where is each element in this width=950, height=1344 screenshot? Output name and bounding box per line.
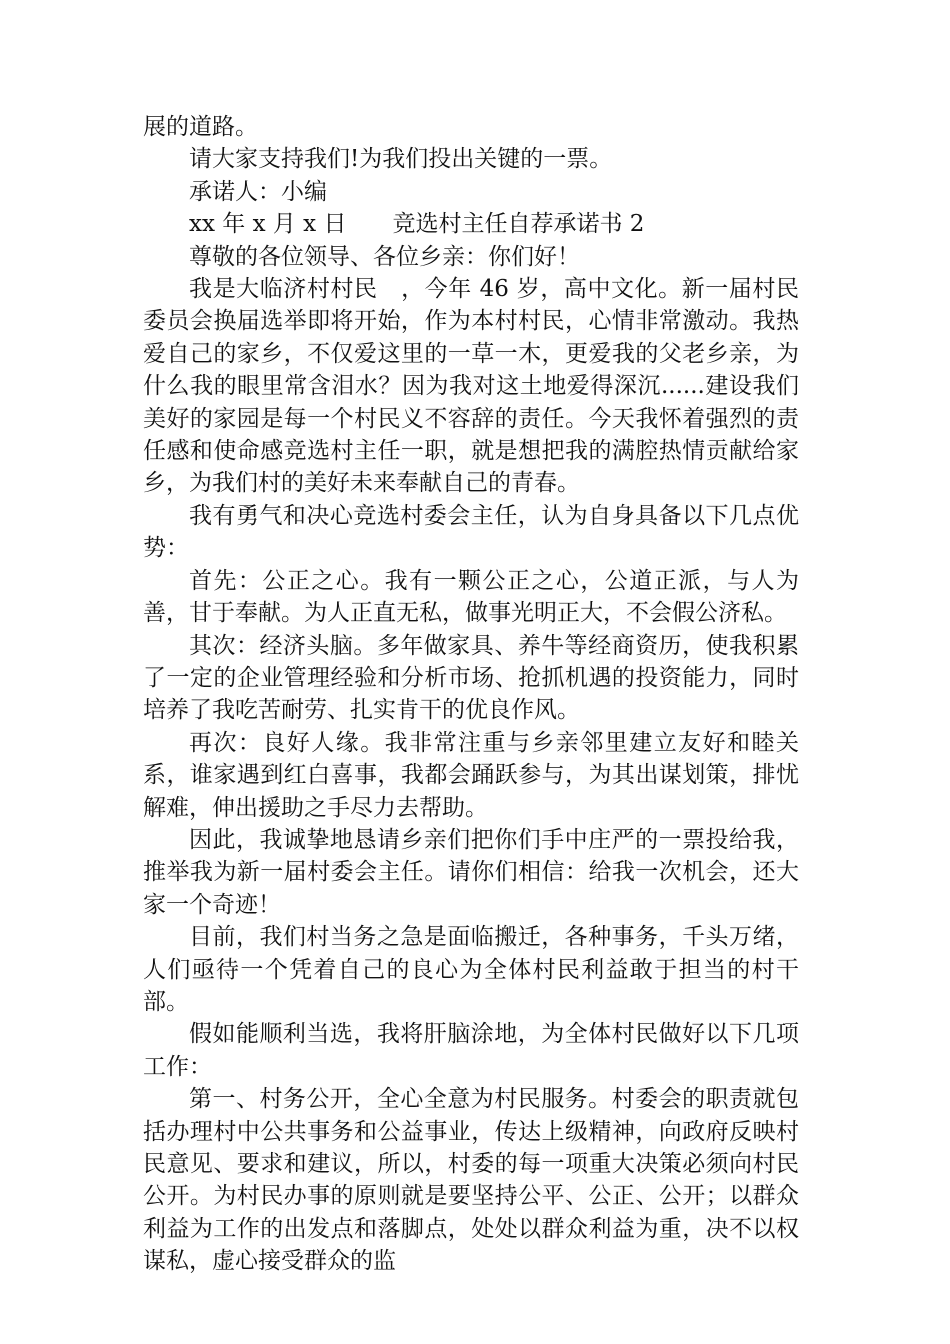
paragraph-advantage-third: 再次：良好人缘。我非常注重与乡亲邻里建立友好和睦关系，谁家遇到红白喜事，我都会踊跃参与，为其出谋划策，排忧解难，伸出援助之手尽力去帮助。	[143, 729, 799, 821]
paragraph-date-and-title: xx 年 x 月 x 日 竞选村主任自荐承诺书 2	[189, 211, 645, 238]
paragraph-continuation: 展的道路。	[143, 114, 258, 140]
paragraph-appeal: 请大家支持我们!为我们投出关键的一票。	[189, 146, 613, 173]
document-body	[143, 111, 799, 1278]
paragraph-advantage-first: 首先：公正之心。我有一颗公正之心，公道正派，与人为善，甘于奉献。为人正直无私，做事光明正大，不会假公济私。	[143, 567, 799, 627]
paragraph-vote-request: 因此，我诚挚地恳请乡亲们把你们手中庄严的一票投给我，推举我为新一届村委会主任。请你们相信：给我一次机会，还大家一个奇迹！	[143, 826, 799, 918]
paragraph-signatory: 承诺人：小编	[189, 178, 327, 205]
paragraph-current-situation: 目前，我们村当务之急是面临搬迁，各种事务，千头万绪，人们亟待一个凭着自己的良心为全体村民利益敢于担当的村干部。	[143, 924, 799, 1015]
paragraph-introduction: 我是大临济村村民 ，今年 46 岁，高中文化。新一届村民委员会换届选举即将开始，作为本村村民，心情非常激动。我热爱自己的家乡，不仅爱这里的一草一木，更爱我的父老乡亲，为什么我的眼里常含泪水？因为我对这土地爱得深沉......建设我们美好的家园是每一个村民义不容辞的责任。今天我怀着强烈的责任感和使命感竞选村主任一职，就是想把我的满腔热情贡献给家乡，为我们村的美好未来奉献自己的青春。	[143, 276, 799, 497]
paragraph-greeting: 尊敬的各位领导、各位乡亲：你们好！	[189, 243, 580, 270]
paragraph-advantage-second: 其次：经济头脑。多年做家具、养牛等经商资历，使我积累了一定的企业管理经验和分析市场、抢抓机遇的投资能力，同时培养了我吃苦耐劳、扎实肯干的优良作风。	[143, 632, 799, 724]
paragraph-advantages-intro: 我有勇气和决心竞选村委会主任，认为自身具备以下几点优势：	[143, 502, 799, 562]
paragraph-work-plan-intro: 假如能顺利当选，我将肝脑涂地，为全体村民做好以下几项工作：	[143, 1021, 799, 1080]
paragraph-work-item-first: 第一、村务公开，全心全意为村民服务。村委会的职责就包括办理村中公共事务和公益事业，传达上级精神，向政府反映村民意见、要求和建议，所以，村委的每一项重大决策必须向村民公开。为村民办事的原则就是要坚持公平、公正、公开；以群众利益为工作的出发点和落脚点，处处以群众利益为重，决不以权谋私，虚心接受群众的监	[143, 1086, 799, 1275]
